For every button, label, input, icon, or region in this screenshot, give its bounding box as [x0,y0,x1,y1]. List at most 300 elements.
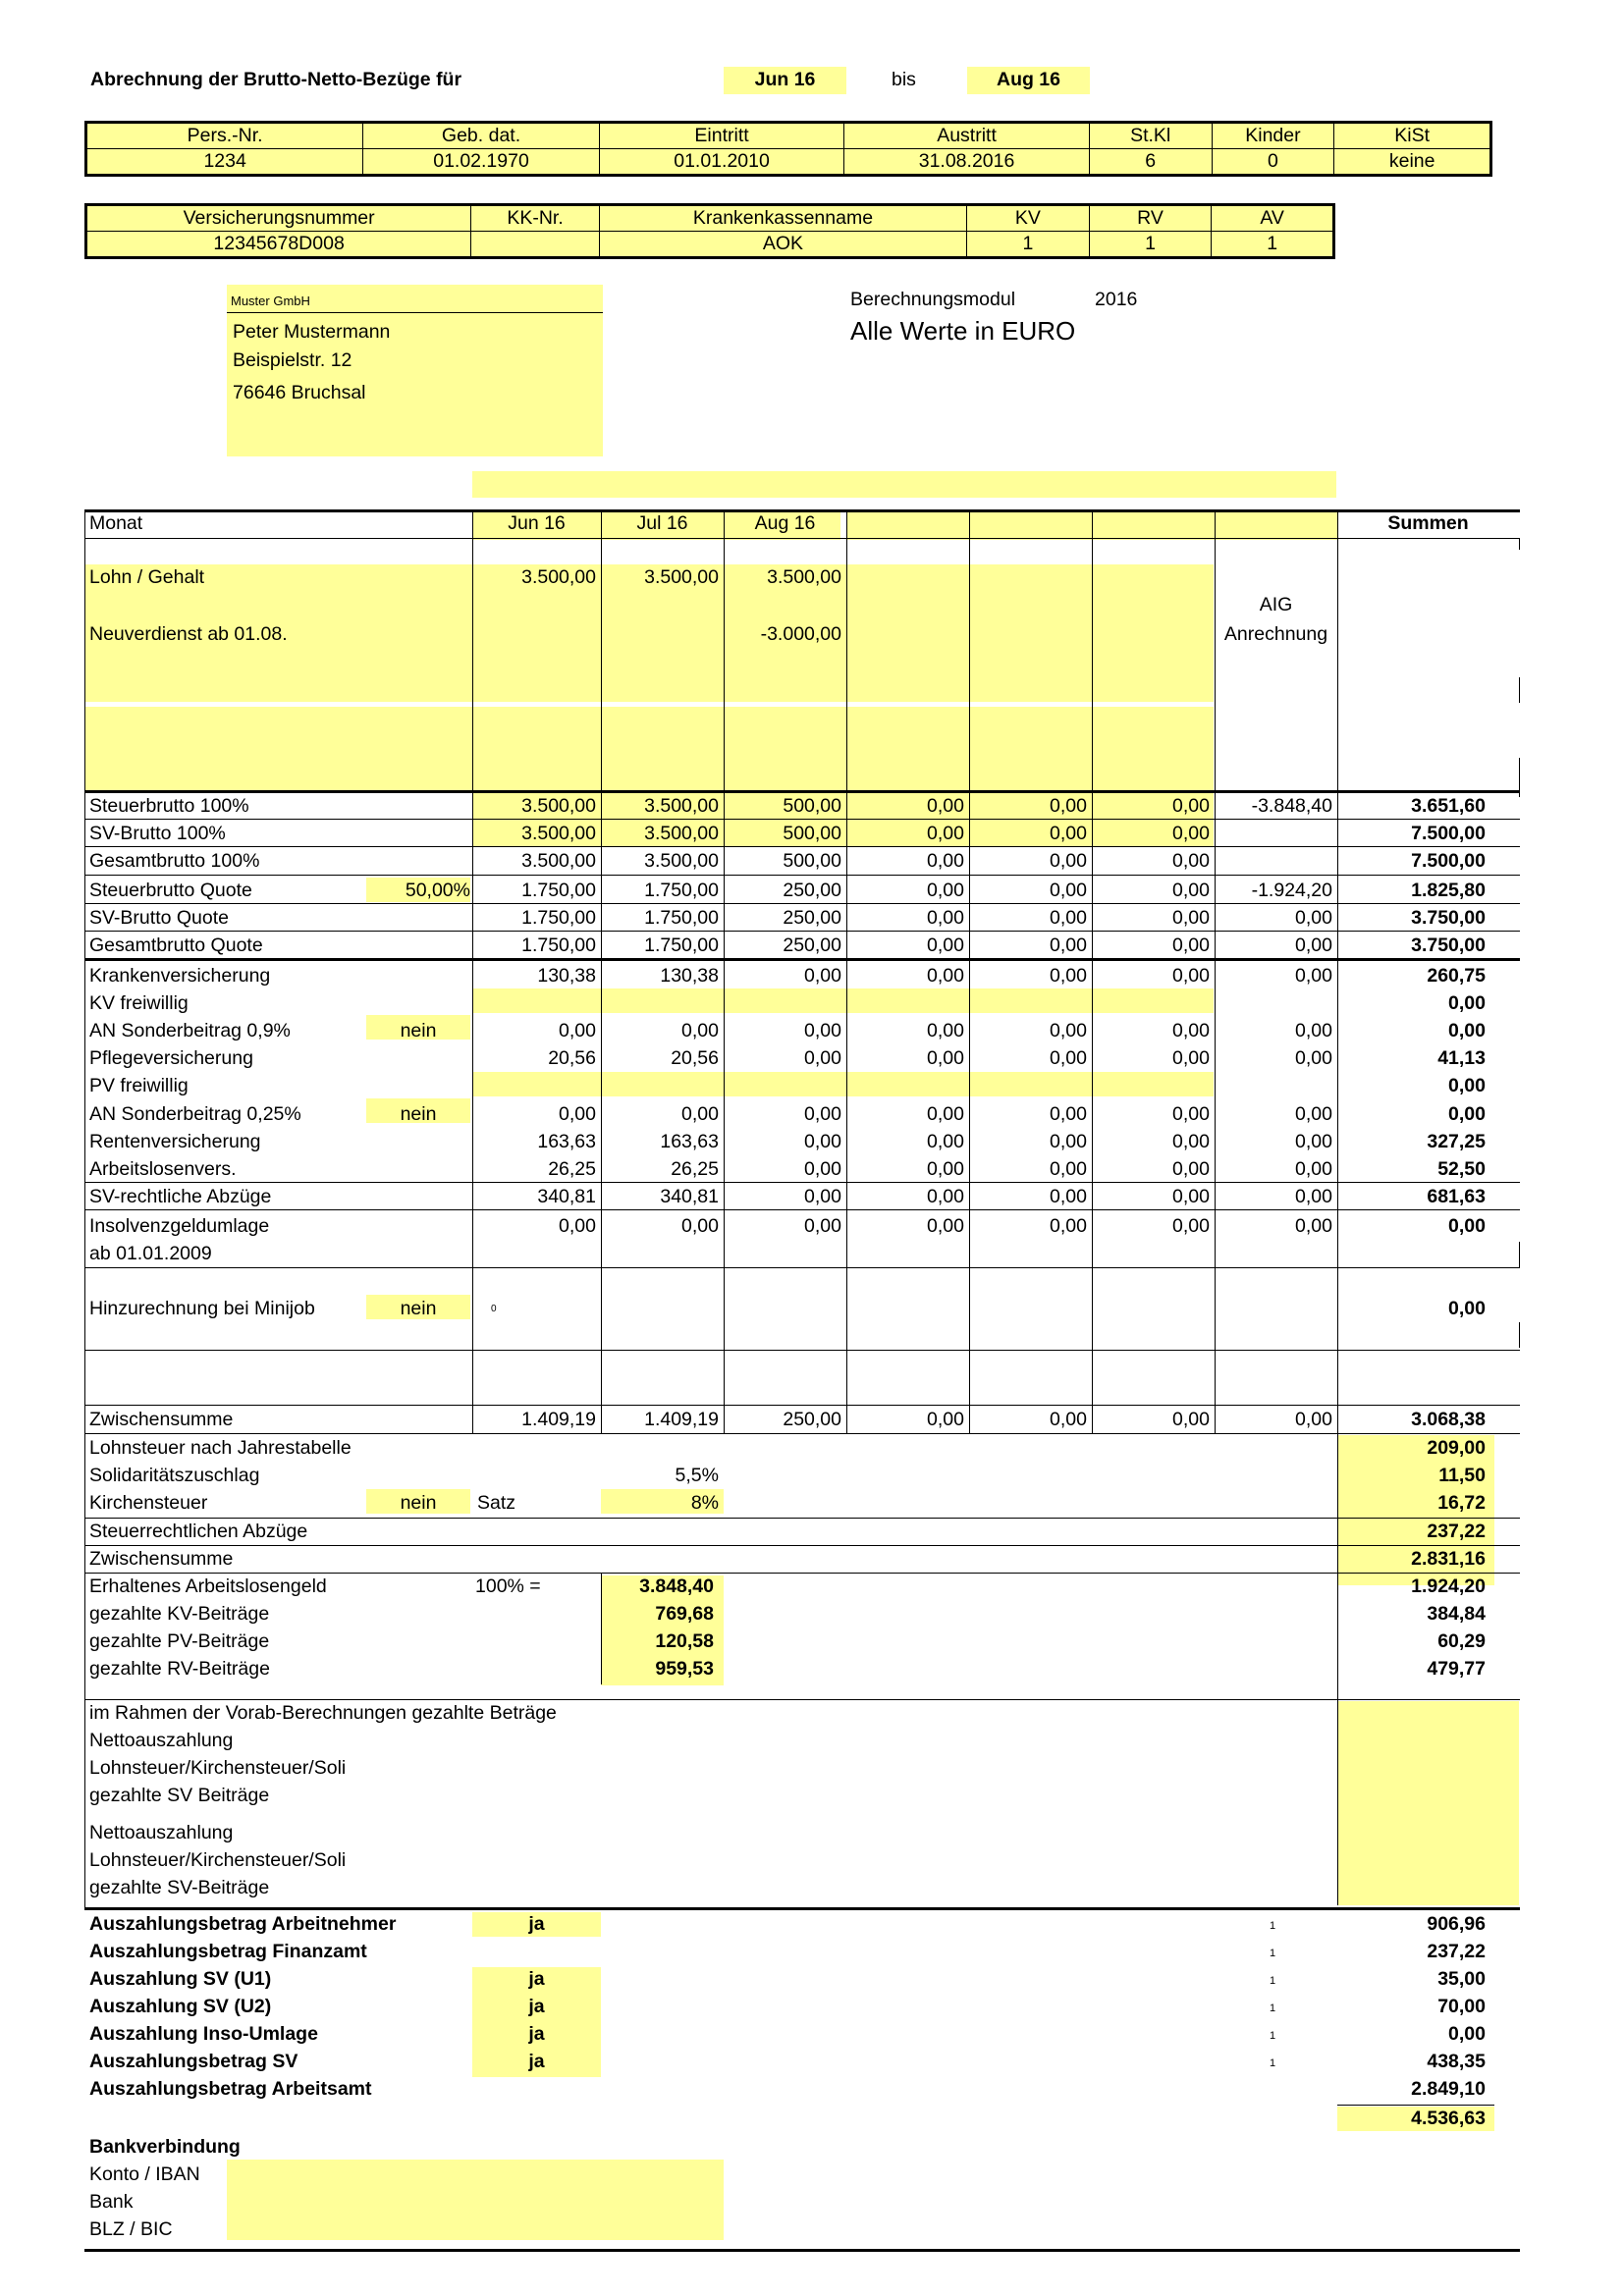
payout-label-5: Auszahlungsbetrag SV [89,2051,298,2072]
row-11-col-2: 0,00 [804,1103,841,1125]
row-9-col-3: 0,00 [927,1047,964,1069]
row-13-col-3: 0,00 [927,1158,964,1180]
grid-line [84,1573,1520,1574]
payout-sum-6: 2.849,10 [1411,2078,1486,2100]
row-12-col-6: 0,00 [1295,1131,1332,1152]
vorab-g2-2: gezahlte SV-Beiträge [89,1877,270,1898]
zwischensumme-1-sum: 3.068,38 [1411,1409,1486,1430]
row-1-col-2: 500,00 [783,823,841,844]
period-from: Jun 16 [754,69,816,90]
row-4-col-3: 0,00 [927,907,964,929]
payout-flag-5: ja [528,2051,545,2072]
row-8-col-0: 0,00 [559,1020,596,1041]
row-label-9: Pflegeversicherung [89,1047,253,1069]
grid-line [84,819,1520,820]
row-12-col-1: 163,63 [660,1131,719,1152]
month-label: Monat [89,512,143,534]
row-2-col-1: 3.500,00 [644,850,719,872]
row-11-col-5: 0,00 [1172,1103,1210,1125]
period-to: Aug 16 [996,69,1060,90]
grid-line [84,1209,1520,1210]
row-5-col-4: 0,00 [1050,934,1087,956]
row-5-col-0: 1.750,00 [521,934,596,956]
row-13-col-5: 0,00 [1172,1158,1210,1180]
kirchensteuer-rate: 8% [690,1492,719,1514]
label-austritt: Austritt [844,123,1090,149]
row-12-col-3: 0,00 [927,1131,964,1152]
soli-label: Solidaritätszuschlag [89,1465,260,1486]
zwischensumme-1-col-4: 0,00 [1050,1409,1087,1430]
row-11-sum: 0,00 [1448,1103,1486,1125]
payout-sum-0: 906,96 [1427,1913,1486,1935]
alg-full-0: 3.848,40 [639,1575,714,1597]
grid-line [84,1182,1520,1183]
grid-line [601,509,602,1433]
payout-sum-1: 237,22 [1427,1941,1486,1962]
value-kinder: 0 [1212,149,1334,176]
row-13-col-0: 26,25 [548,1158,596,1180]
steuer-abzuege-label: Steuerrechtlichen Abzüge [89,1521,308,1542]
value-geb-dat: 01.02.1970 [363,149,600,176]
row-0-col-0: 3.500,00 [521,795,596,817]
row-2-col-4: 0,00 [1050,850,1087,872]
grid-line [84,1699,1520,1700]
currency-note: Alle Werte in EURO [850,316,1076,346]
row-15-col-4: 0,00 [1050,1215,1087,1237]
payout-marker-5: 1 [1270,2057,1276,2069]
row-label-15: Insolvenzgeldumlage [89,1215,270,1237]
empty-block-fill [84,707,1214,791]
kirchensteuer-sum: 16,72 [1437,1492,1486,1514]
row-5-col-5: 0,00 [1172,934,1210,956]
value-krankenkassenname: AOK [599,232,966,258]
zwischensumme-1-col-3: 0,00 [927,1409,964,1430]
personal-data-table [84,121,1492,177]
row-1-col-1: 3.500,00 [644,823,719,844]
row-label-2: Gesamtbrutto 100% [89,850,260,872]
zwischensumme-2-label: Zwischensumme [89,1548,234,1570]
row-8-col-3: 0,00 [927,1020,964,1041]
alg-full-2: 120,58 [655,1630,714,1652]
line-month [84,538,1520,539]
row-label-1: SV-Brutto 100% [89,823,226,844]
tick [1519,1242,1520,1267]
row-6-col-6: 0,00 [1295,965,1332,987]
row-label-10: PV freiwillig [89,1075,189,1096]
line-sv-top [84,958,1520,961]
zwischensumme-1-label: Zwischensumme [89,1409,234,1430]
alg-sum-1: 384,84 [1427,1603,1486,1625]
row-6-col-3: 0,00 [927,965,964,987]
row-9-col-5: 0,00 [1172,1047,1210,1069]
row-15-col-5: 0,00 [1172,1215,1210,1237]
row-14-col-1: 340,81 [660,1186,719,1207]
row-6-col-0: 130,38 [537,965,596,987]
row-11-flag: nein [400,1103,437,1125]
grid-line [1337,509,1338,1433]
payout-marker-3: 1 [1270,2002,1276,2014]
row-11-col-6: 0,00 [1295,1103,1332,1125]
row-8-flag: nein [400,1020,437,1041]
row-0-col-1: 3.500,00 [644,795,719,817]
row-5-col-2: 250,00 [783,934,841,956]
lohn-value-2: 3.500,00 [767,566,841,588]
alg-sum-3: 479,77 [1427,1658,1486,1680]
zwischensumme-1-col-6: 0,00 [1295,1409,1332,1430]
row-12-col-4: 0,00 [1050,1131,1087,1152]
row-label-7: KV freiwillig [89,992,189,1014]
row-label-0: Steuerbrutto 100% [89,795,249,817]
row-3-col-0: 1.750,00 [521,880,596,901]
insurance-table [84,203,1335,259]
row-4-col-4: 0,00 [1050,907,1087,929]
zwischensumme-1-col-0: 1.409,19 [521,1409,596,1430]
grid-line [84,875,1520,876]
row-13-sum: 52,50 [1437,1158,1486,1180]
label-krankenkassenname: Krankenkassenname [599,205,966,232]
row-14-sum: 681,63 [1427,1186,1486,1207]
row-8-col-4: 0,00 [1050,1020,1087,1041]
vorab-g1-2: gezahlte SV Beiträge [89,1785,270,1806]
grid-line [846,509,847,1433]
alg-sum-2: 60,29 [1437,1630,1486,1652]
lohnsteuer-label: Lohnsteuer nach Jahrestabelle [89,1437,352,1459]
alg-label-3: gezahlte RV-Beiträge [89,1658,270,1680]
month-header-1: Jul 16 [636,512,688,534]
aig-label: AIG [1259,594,1293,615]
minijob-small: 0 [491,1304,497,1314]
grid-line [84,931,1520,932]
row-label-11: AN Sonderbeitrag 0,25% [89,1103,301,1125]
lohn-value-0: 3.500,00 [521,566,596,588]
row-6-col-2: 0,00 [804,965,841,987]
payout-sum-2: 35,00 [1437,1968,1486,1990]
row-label-3: Steuerbrutto Quote [89,880,252,901]
row-5-col-6: 0,00 [1295,934,1332,956]
grid-left-edge [84,509,85,1907]
row-4-col-5: 0,00 [1172,907,1210,929]
alg-full-3: 959,53 [655,1658,714,1680]
tick [1519,538,1520,550]
line-bottom [84,2249,1520,2252]
payout-sum-5: 438,35 [1427,2051,1486,2072]
payout-sum-4: 0,00 [1448,2023,1486,2045]
row-13-col-6: 0,00 [1295,1158,1332,1180]
month-header-0: Jun 16 [508,512,566,534]
row-10-sum: 0,00 [1448,1075,1486,1096]
row-12-col-5: 0,00 [1172,1131,1210,1152]
row-15-col-0: 0,00 [559,1215,596,1237]
neuverdienst-label: Neuverdienst ab 01.08. [89,623,288,645]
payout-flag-0: ja [528,1913,545,1935]
bank-label-0: Konto / IBAN [89,2163,200,2185]
row-8-col-5: 0,00 [1172,1020,1210,1041]
row-1-sum: 7.500,00 [1411,823,1486,844]
payout-flag-4: ja [528,2023,545,2045]
payout-sum-3: 70,00 [1437,1996,1486,2017]
kirchensteuer-label: Kirchensteuer [89,1492,208,1514]
row-2-col-0: 3.500,00 [521,850,596,872]
value-pers-nr: 1234 [86,149,363,176]
alg-label-0: Erhaltenes Arbeitslosengeld [89,1575,327,1597]
row-label-6: Krankenversicherung [89,965,271,987]
vorab-g1-1: Lohnsteuer/Kirchensteuer/Soli [89,1757,347,1779]
label-rv: RV [1089,205,1212,232]
grand-total: 4.536,63 [1411,2108,1486,2129]
row-8-sum: 0,00 [1448,1020,1486,1041]
row-9-col-4: 0,00 [1050,1047,1087,1069]
row-2-sum: 7.500,00 [1411,850,1486,872]
payout-marker-1: 1 [1270,1948,1276,1959]
grid-line [969,509,970,1433]
row-label-5: Gesamtbrutto Quote [89,934,263,956]
month-header-2: Aug 16 [754,512,816,534]
alg-full-1: 769,68 [655,1603,714,1625]
row-3-sum: 1.825,80 [1411,880,1486,901]
row-0-col-3: 0,00 [927,795,964,817]
row-4-col-6: 0,00 [1295,907,1332,929]
grid-line [84,1518,1520,1519]
grid-line [1215,509,1216,1433]
module-year: 2016 [1095,289,1138,310]
grid-line [84,1267,1520,1268]
row-0-col-2: 500,00 [783,795,841,817]
row-9-col-1: 20,56 [671,1047,719,1069]
value-austritt: 31.08.2016 [844,149,1090,176]
sums-header: Summen [1387,512,1469,534]
row-11-col-1: 0,00 [681,1103,719,1125]
line-top [84,509,1520,512]
grid-line [84,846,1520,847]
grid-line [84,1433,1520,1434]
zwischensumme-1-col-1: 1.409,19 [644,1409,719,1430]
payout-label-2: Auszahlung SV (U1) [89,1968,272,1990]
bank-label-1: Bank [89,2191,134,2213]
row-1-col-3: 0,00 [927,823,964,844]
row-4-col-2: 250,00 [783,907,841,929]
row-12-col-0: 163,63 [537,1131,596,1152]
row-3-col-4: 0,00 [1050,880,1087,901]
minijob-label: Hinzurechnung bei Minijob [89,1298,315,1319]
row-1-col-4: 0,00 [1050,823,1087,844]
row-0-col-4: 0,00 [1050,795,1087,817]
row-6-sum: 260,75 [1427,965,1486,987]
aig-anrechnung-label: Anrechnung [1223,623,1328,645]
row-14-col-0: 340,81 [537,1186,596,1207]
minijob-flag: nein [400,1298,437,1319]
grid-line [1337,1433,1338,1905]
row-15-col-3: 0,00 [927,1215,964,1237]
row-13-col-2: 0,00 [804,1158,841,1180]
row-9-sum: 41,13 [1437,1047,1486,1069]
row-0-col-6: -3.848,40 [1251,795,1332,817]
row-5-sum: 3.750,00 [1411,934,1486,956]
row-13-col-1: 26,25 [671,1158,719,1180]
grid-line [601,1573,602,1684]
row-4-col-0: 1.750,00 [521,907,596,929]
label-kinder: Kinder [1212,123,1334,149]
row-15-col-1: 0,00 [681,1215,719,1237]
row-15-sum: 0,00 [1448,1215,1486,1237]
statement-title: Abrechnung der Brutto-Netto-Bezüge für [90,69,462,90]
label-kk-nr: KK-Nr. [471,205,600,232]
bank-label-2: BLZ / BIC [89,2218,173,2240]
zwischensumme-2-sum: 2.831,16 [1411,1548,1486,1570]
payout-label-4: Auszahlung Inso-Umlage [89,2023,318,2045]
bank-fill [227,2160,724,2240]
value-rv: 1 [1089,232,1212,258]
row-14-col-4: 0,00 [1050,1186,1087,1207]
line-payout-top [84,1907,1520,1910]
row-3-col-2: 250,00 [783,880,841,901]
line-total [1337,2105,1494,2106]
grid-line [84,1545,1520,1546]
label-pers-nr: Pers.-Nr. [86,123,363,149]
employee-name: Peter Mustermann [233,321,391,343]
payout-label-0: Auszahlungsbetrag Arbeitnehmer [89,1913,397,1935]
row-15-col-6: 0,00 [1295,1215,1332,1237]
grid-line [724,509,725,1433]
row-11-col-0: 0,00 [559,1103,596,1125]
row-13-col-4: 0,00 [1050,1158,1087,1180]
address-divider [227,312,603,313]
row-4-col-1: 1.750,00 [644,907,719,929]
label-geb-dat: Geb. dat. [363,123,600,149]
vorab-g1-0: Nettoauszahlung [89,1730,234,1751]
tick [1519,1322,1520,1348]
row-4-sum: 3.750,00 [1411,907,1486,929]
label-eintritt: Eintritt [599,123,844,149]
row-9-col-0: 20,56 [548,1047,596,1069]
row-label-8: AN Sonderbeitrag 0,9% [89,1020,291,1041]
row-12-col-2: 0,00 [804,1131,841,1152]
payout-marker-4: 1 [1270,2030,1276,2042]
row-6-col-4: 0,00 [1050,965,1087,987]
kv-freiwillig-fill [472,988,1214,1013]
kirchensteuer-satz-label: Satz [477,1492,516,1514]
value-versicherungsnummer: 12345678D008 [86,232,471,258]
lohnsteuer-sum: 209,00 [1427,1437,1486,1459]
vorab-g2-1: Lohnsteuer/Kirchensteuer/Soli [89,1849,347,1871]
row-14-col-2: 0,00 [804,1186,841,1207]
row-14-col-6: 0,00 [1295,1186,1332,1207]
row-label-14: SV-rechtliche Abzüge [89,1186,272,1207]
quote-percent: 50,00% [405,880,470,901]
value-kv: 1 [967,232,1090,258]
payout-flag-3: ja [528,1996,545,2017]
soli-rate: 5,5% [675,1465,719,1486]
row-11-col-4: 0,00 [1050,1103,1087,1125]
row-3-col-5: 0,00 [1172,880,1210,901]
alg-sum-0: 1.924,20 [1411,1575,1486,1597]
row-label-12: Rentenversicherung [89,1131,261,1152]
label-kv: KV [967,205,1090,232]
row-5-col-3: 0,00 [927,934,964,956]
row-11-col-3: 0,00 [927,1103,964,1125]
row-14-col-3: 0,00 [927,1186,964,1207]
value-stkl: 6 [1089,149,1212,176]
value-eintritt: 01.01.2010 [599,149,844,176]
row-15-col-2: 0,00 [804,1215,841,1237]
row-8-col-2: 0,00 [804,1020,841,1041]
vorab-title: im Rahmen der Vorab-Berechnungen gezahlte Beträge [89,1702,557,1724]
row-14-col-5: 0,00 [1172,1186,1210,1207]
vorab-g2-0: Nettoauszahlung [89,1822,234,1843]
label-kist: KiSt [1334,123,1491,149]
row-8-col-1: 0,00 [681,1020,719,1041]
label-av: AV [1212,205,1334,232]
period-bis: bis [892,69,916,90]
payout-label-6: Auszahlungsbetrag Arbeitsamt [89,2078,372,2100]
grid-line [1092,509,1093,1433]
lohn-label: Lohn / Gehalt [89,566,205,588]
grid-line [84,1405,1520,1406]
payout-marker-0: 1 [1270,1920,1276,1932]
vorab-fill [1337,1701,1519,1905]
grid-line [472,509,473,1433]
pv-freiwillig-fill [472,1072,1214,1096]
bank-title: Bankverbindung [89,2136,241,2158]
payout-label-1: Auszahlungsbetrag Finanzamt [89,1941,367,1962]
value-kist: keine [1334,149,1491,176]
row-12-sum: 327,25 [1427,1131,1486,1152]
soli-sum: 11,50 [1438,1465,1486,1486]
minijob-sum: 0,00 [1448,1298,1486,1319]
zwischensumme-1-col-2: 250,00 [783,1409,841,1430]
row-label-13: Arbeitslosenvers. [89,1158,237,1180]
row-7-sum: 0,00 [1448,992,1486,1014]
row-0-sum: 3.651,60 [1411,795,1486,817]
payout-marker-2: 1 [1270,1975,1276,1987]
steuer-abzuege-sum: 237,22 [1427,1521,1486,1542]
row-9-col-2: 0,00 [804,1047,841,1069]
yellow-band [472,471,1336,498]
payout-flag-2: ja [528,1968,545,1990]
employee-city: 76646 Bruchsal [233,382,366,403]
row-5-col-1: 1.750,00 [644,934,719,956]
alg-percent-label: 100% = [475,1575,541,1597]
payout-label-3: Auszahlung SV (U2) [89,1996,272,2017]
tick [1519,677,1520,703]
row-1-col-5: 0,00 [1172,823,1210,844]
grid-line [84,1350,1520,1351]
row-2-col-5: 0,00 [1172,850,1210,872]
row-1-col-0: 3.500,00 [521,823,596,844]
inso-sub-label: ab 01.01.2009 [89,1243,212,1264]
employee-street: Beispielstr. 12 [233,349,352,371]
alg-label-2: gezahlte PV-Beiträge [89,1630,270,1652]
label-versicherungsnummer: Versicherungsnummer [86,205,471,232]
row-9-col-6: 0,00 [1295,1047,1332,1069]
row-3-col-3: 0,00 [927,880,964,901]
zwischensumme-1-col-5: 0,00 [1172,1409,1210,1430]
label-stkl: St.Kl [1089,123,1212,149]
row-8-col-6: 0,00 [1295,1020,1332,1041]
kirchensteuer-flag: nein [400,1492,437,1514]
row-2-col-2: 500,00 [783,850,841,872]
row-label-4: SV-Brutto Quote [89,907,229,929]
company-name: Muster GmbH [231,294,310,308]
row-0-col-5: 0,00 [1172,795,1210,817]
line-brutto-top [84,790,1520,793]
row-6-col-5: 0,00 [1172,965,1210,987]
row-3-col-6: -1.924,20 [1251,880,1332,901]
row-3-col-1: 1.750,00 [644,880,719,901]
row-6-col-1: 130,38 [660,965,719,987]
module-label: Berechnungsmodul [850,289,1016,310]
alg-label-1: gezahlte KV-Beiträge [89,1603,270,1625]
row-2-col-3: 0,00 [927,850,964,872]
